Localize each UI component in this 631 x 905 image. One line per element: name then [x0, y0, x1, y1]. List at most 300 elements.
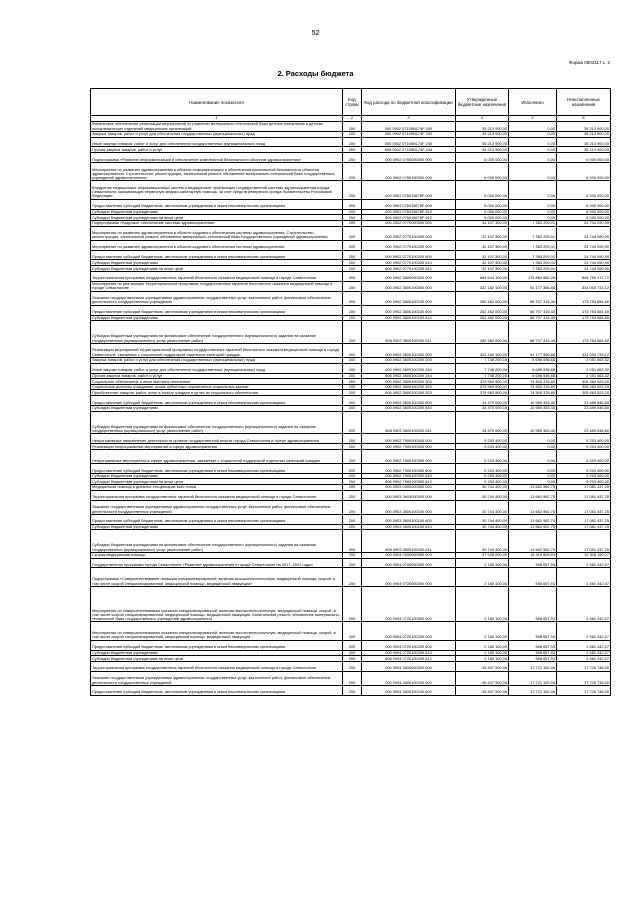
cell-unexecuted: 24 744 090,99 [557, 220, 611, 226]
cell-classification-code: 806 0904 0720100200 612 [362, 656, 456, 662]
cell-unexecuted: 6 000 000,00 [557, 181, 611, 199]
cell-approved: 35 447 900,00 [456, 661, 509, 671]
cell-classification-code: 000 0904 0720100200 000 [362, 622, 456, 640]
cell-approved: 34 470 000,00 [456, 405, 509, 411]
cell-row-code: 200 [343, 215, 362, 221]
cell-executed: 0,00 [509, 215, 557, 221]
cell-approved: 9 203 400,00 [456, 463, 509, 473]
cell-indicator-name: Непрограммные направления деятельности органов государственной власти города Севастополя в сфере здравоохранения [91, 434, 343, 444]
cell-classification-code: 806 0902 076015678F 612 [362, 215, 456, 221]
cell-classification-code: 000 0904 0720100000 000 [362, 586, 456, 621]
cell-classification-code: 000 0904 0720100200 610 [362, 650, 456, 656]
cell-row-code: 200 [343, 411, 362, 434]
cell-approved: 30 744 400,00 [456, 524, 509, 530]
cell-unexecuted: 305 463 523,20 [557, 379, 611, 385]
cell-row-code: 200 [343, 444, 362, 450]
table-row [91, 199, 611, 209]
cell-indicator-name: Мероприятия по развитию здравоохранения в области информатизации и обеспечения комплексной безопасности объектов здравоохранения. Строительство, реконструкция, капитальный ремонт, обновление материально-технической базы государственных учреждений здравоохранения [91, 162, 343, 180]
cell-unexecuted: 173 754 684,60 [557, 315, 611, 321]
cell-row-code: 200 [343, 305, 362, 315]
cell-row-code: 200 [343, 122, 362, 132]
cell-classification-code: 000 0902 076015678F 000 [362, 181, 456, 199]
table-row [91, 321, 611, 344]
table-row [91, 343, 611, 357]
cell-unexecuted: 305 463 523,20 [557, 390, 611, 396]
cell-row-code: 200 [343, 463, 362, 473]
cell-unexecuted: 1 581 442,07 [557, 568, 611, 586]
cell-unexecuted: 1 581 442,07 [557, 558, 611, 568]
header-approved: Утвержденные бюджетные назначения [456, 89, 509, 116]
cell-indicator-name: Субсидии бюджетным учреждениям на финансовое обеспечение государственного (муниципального) задания на оказание государственных (муниципальных) услуг (выполнение работ) [91, 321, 343, 344]
cell-approved: 9 203 400,00 [456, 449, 509, 463]
cell-executed: 0,00 [509, 131, 557, 137]
cell-indicator-name: Предоставление субсидий бюджетным, автономным учреждениям и иным некоммерческим организациям [91, 685, 343, 695]
cell-unexecuted: 6 000 000,00 [557, 199, 611, 209]
table-row [91, 363, 611, 373]
cell-indicator-name: Подпрограмма «Развитие информатизации и обеспечение комплексной безопасности объектов здравоохранения» [91, 153, 343, 163]
cell-row-code: 200 [343, 490, 362, 500]
table-row [91, 640, 611, 650]
cell-executed: 7 363 209,01 [509, 260, 557, 266]
cell-classification-code: 806 0902 3600100200 611 [362, 411, 456, 434]
cell-classification-code: 000 0903 3600100100 610 [362, 524, 456, 530]
cell-row-code: 200 [343, 153, 362, 163]
cell-indicator-name: Оказание государственными учреждениями здравоохранения государственных услуг, выполнение работ, финансовое обеспечение деятельности государственных учреждений [91, 500, 343, 514]
cell-unexecuted: 35 213 900,00 [557, 137, 611, 147]
cell-executed: 0,00 [509, 181, 557, 199]
column-index: 1 [91, 116, 343, 122]
cell-indicator-name: Реализация непрограммных мероприятий в сфере здравоохранения [91, 444, 343, 450]
header-classification-code: Код расхода по бюджетной классификации [362, 89, 456, 116]
cell-executed: 598 657,93 [509, 568, 557, 586]
cell-executed: 74 500 376,80 [509, 390, 557, 396]
cell-indicator-name: Предоставление субсидий бюджетным, автономным учреждениям и иным некоммерческим организациям [91, 514, 343, 524]
cell-executed: 10 980 453,40 [509, 396, 557, 406]
cell-executed: 17 721 152,00 [509, 661, 557, 671]
table-row [91, 530, 611, 553]
cell-executed: 17 721 152,00 [509, 685, 557, 695]
cell-approved: 35 447 900,00 [456, 671, 509, 685]
cell-row-code: 200 [343, 586, 362, 621]
cell-classification-code: 000 0902 0770100200 610 [362, 260, 456, 266]
table-row [91, 568, 611, 586]
cell-executed: 0,00 [509, 122, 557, 132]
cell-row-code: 200 [343, 373, 362, 379]
cell-executed: 179 884 682,28 [509, 271, 557, 281]
table-row [91, 514, 611, 524]
cell-indicator-name: Мероприятия по развитию здравоохранения в области кадрового обеспечения системы здравоохранения. Строительство, реконструкция, капитальный ремонт, обновление материально-технической базы государственных учреждений здравоохранения [91, 226, 343, 240]
cell-executed: 13 662 962,75 [509, 500, 557, 514]
cell-indicator-name: Субсидии бюджетным учреждениям на иные цели [91, 266, 343, 272]
cell-indicator-name: Социальное обеспечение и иные выплаты населению [91, 379, 343, 385]
cell-classification-code: 000 0902 7900100300 610 [362, 473, 456, 479]
cell-row-code: 200 [343, 390, 362, 396]
cell-row-code: 200 [343, 473, 362, 479]
cell-executed: 598 657,93 [509, 656, 557, 662]
cell-classification-code: 000 0902 3600100200 300 [362, 379, 456, 385]
table-row [91, 685, 611, 695]
cell-approved: 2 180 100,00 [456, 640, 509, 650]
cell-executed: 88 707 315,40 [509, 305, 557, 315]
table-row [91, 266, 611, 272]
cell-executed: 0,00 [509, 199, 557, 209]
table-row [91, 586, 611, 621]
cell-executed: 0,00 [509, 434, 557, 444]
cell-unexecuted: 9 203 400,00 [557, 463, 611, 473]
cell-classification-code: 000 0902 7900100000 000 [362, 444, 456, 450]
cell-classification-code: 000 0902 0770100200 000 [362, 240, 456, 250]
cell-executed: 7 363 209,01 [509, 266, 557, 272]
cell-indicator-name: Предоставление субсидий бюджетным, автономным учреждениям и иным некоммерческим организациям [91, 250, 343, 260]
cell-indicator-name: Скорая медицинская помощь [91, 552, 343, 558]
cell-classification-code: 000 0903 3600100100 600 [362, 514, 456, 524]
table-row [91, 463, 611, 473]
cell-executed: 5 696 536,68 [509, 357, 557, 363]
cell-indicator-name: Социальные выплаты гражданам, кроме публичных нормативных социальных выплат [91, 384, 343, 390]
cell-unexecuted: 2 051 663,32 [557, 363, 611, 373]
cell-row-code: 200 [343, 514, 362, 524]
cell-executed: 0,00 [509, 209, 557, 215]
cell-executed: 0,00 [509, 473, 557, 479]
cell-classification-code: 000 0902 076015678F 610 [362, 209, 456, 215]
cell-row-code: 200 [343, 131, 362, 137]
cell-indicator-name: Внедрение медицинских информационных систем в медицинские организации государственной системы здравоохранения города Севастополя, оказывающую первичную медико-санитарную помощь, за счет средств резервного фонда Правительства Российской Федерации [91, 181, 343, 199]
cell-unexecuted: 24 744 090,99 [557, 266, 611, 272]
cell-classification-code: 000 0902 076015678F 600 [362, 199, 456, 209]
cell-approved: 422 182 100,00 [456, 343, 509, 357]
cell-row-code: 200 [343, 343, 362, 357]
cell-unexecuted: 1 581 442,07 [557, 650, 611, 656]
cell-row-code: 200 [343, 449, 362, 463]
cell-approved: 9 203 400,00 [456, 479, 509, 485]
cell-classification-code: 000 0902 0770100000 000 [362, 226, 456, 240]
cell-approved: 32 107 300,00 [456, 260, 509, 266]
cell-classification-code: 000 0904 3600100100 600 [362, 685, 456, 695]
cell-indicator-name: Субсидии бюджетным учреждениям [91, 260, 343, 266]
cell-executed: 0,00 [509, 153, 557, 163]
form-number: Форма 0503117 с. 2 [569, 60, 610, 65]
cell-approved: 35 447 900,00 [456, 685, 509, 695]
cell-executed: 598 657,93 [509, 622, 557, 640]
cell-unexecuted: 19 308 190,07 [557, 552, 611, 558]
cell-classification-code: 806 0902 3600100100 611 [362, 321, 456, 344]
cell-executed: 7 363 209,01 [509, 240, 557, 250]
cell-unexecuted: 173 754 684,60 [557, 321, 611, 344]
cell-approved: 37 628 000,00 [456, 552, 509, 558]
table-row [91, 500, 611, 514]
cell-classification-code: 000 0902 0760100000 000 [362, 162, 456, 180]
cell-approved: 684 644 100,00 [456, 271, 509, 281]
cell-executed: 74 500 376,80 [509, 379, 557, 385]
cell-approved: 2 180 100,00 [456, 650, 509, 656]
cell-classification-code: 000 0902 3600100100 600 [362, 305, 456, 315]
cell-row-code: 200 [343, 558, 362, 568]
cell-classification-code: 000 0902 3600100200 320 [362, 384, 456, 390]
cell-approved: 2 180 100,00 [456, 656, 509, 662]
cell-unexecuted: 35 213 900,00 [557, 131, 611, 137]
cell-row-code: 200 [343, 671, 362, 685]
cell-row-code: 200 [343, 530, 362, 553]
cell-classification-code: 000 0902 7900000000 000 [362, 434, 456, 444]
cell-approved: 262 462 000,00 [456, 305, 509, 315]
cell-unexecuted: 24 744 090,99 [557, 250, 611, 260]
cell-indicator-name: Территориальная программа государственных гарантий бесплатного оказания медицинской помощи в городе Севастополе [91, 271, 343, 281]
cell-approved: 379 963 900,00 [456, 379, 509, 385]
cell-classification-code: 000 0904 3600000000 000 [362, 661, 456, 671]
cell-indicator-name: Приобретение товаров, работ, услуг в пользу граждан в целях их социального обеспечения [91, 390, 343, 396]
cell-approved: 262 462 000,00 [456, 321, 509, 344]
cell-indicator-name: Территориальная программа государственных гарантий бесплатного оказания медицинской помощи в городе Севастополе [91, 490, 343, 500]
cell-unexecuted: 6 000 000,00 [557, 153, 611, 163]
cell-indicator-name: Субсидии бюджетным учреждениям на иные цели [91, 656, 343, 662]
cell-executed: 10 980 453,40 [509, 411, 557, 434]
cell-approved: 9 203 400,00 [456, 434, 509, 444]
cell-unexecuted: 504 759 417,72 [557, 271, 611, 281]
cell-approved: 9 203 400,00 [456, 444, 509, 450]
cell-indicator-name: Субсидии бюджетным учреждениям [91, 473, 343, 479]
cell-approved: 422 182 100,00 [456, 281, 509, 291]
cell-indicator-name: Субсидии бюджетным учреждениям на иные цели [91, 479, 343, 485]
cell-row-code: 200 [343, 685, 362, 695]
cell-indicator-name: Подпрограмма «Совершенствование оказания специализированной, включая высокотехнологичную, медицинской помощи, скорой, в том числе скорой специализированной, медицинской помощи, медицинской эвакуации» [91, 568, 343, 586]
cell-indicator-name: Прочая закупка товаров, работ и услуг [91, 373, 343, 379]
cell-indicator-name: Мероприятия по совершенствованию оказания специализированной, включая высокотехнологичную, медицинской помощи, скорой, в том числе скорой специализированной, медицинской помощи, медицинской эвакуации. Капитальный ремонт, обновление материально-технической базы государственных учреждений здравоохранения [91, 586, 343, 621]
cell-unexecuted: 23 489 546,60 [557, 396, 611, 406]
cell-classification-code: 000 0902 07105N174F 000 [362, 122, 456, 132]
cell-approved: 7 748 200,00 [456, 373, 509, 379]
cell-unexecuted: 23 489 546,60 [557, 405, 611, 411]
cell-classification-code: 000 0902 0770100200 600 [362, 250, 456, 260]
table-row [91, 153, 611, 163]
cell-classification-code: 000 0904 0720100200 600 [362, 640, 456, 650]
cell-classification-code: 000 0902 3600100100 610 [362, 315, 456, 321]
cell-unexecuted: 35 213 900,00 [557, 122, 611, 132]
cell-classification-code: 806 0902 0770100200 612 [362, 266, 456, 272]
cell-indicator-name: Оказание государственными учреждениями здравоохранения государственных услуг, выполнение работ, финансовое обеспечение деятельности государственных учреждений [91, 291, 343, 305]
cell-classification-code: 000 0902 3600100000 000 [362, 281, 456, 291]
cell-indicator-name: Субсидии бюджетным учреждениям на финансовое обеспечение государственного (муниципального) задания на оказание государственных (муниципальных) услуг (выполнение работ) [91, 411, 343, 434]
cell-classification-code: 000 0902 7900100300 600 [362, 463, 456, 473]
cell-approved: 32 107 300,00 [456, 220, 509, 226]
cell-indicator-name: Субсидии бюджетным учреждениям на иные цели [91, 215, 343, 221]
cell-unexecuted: 17 081 437,25 [557, 530, 611, 553]
cell-executed: 0,00 [509, 449, 557, 463]
cell-executed: 598 657,93 [509, 586, 557, 621]
table-row [91, 137, 611, 147]
cell-approved: 262 462 000,00 [456, 291, 509, 305]
cell-row-code: 200 [343, 281, 362, 291]
table-body [91, 122, 611, 696]
table-row [91, 162, 611, 180]
cell-row-code: 200 [343, 479, 362, 485]
cell-row-code: 200 [343, 271, 362, 281]
cell-row-code: 200 [343, 209, 362, 215]
cell-unexecuted: 6 000 000,00 [557, 209, 611, 215]
cell-classification-code: 806 0902 3600100200 244 [362, 373, 456, 379]
cell-classification-code: 000 0903 3600100100 000 [362, 500, 456, 514]
page-number: 52 [311, 30, 320, 37]
cell-unexecuted: 173 754 684,60 [557, 305, 611, 315]
cell-classification-code: 000 0902 3600100200 600 [362, 396, 456, 406]
cell-executed: 5 696 536,68 [509, 363, 557, 373]
cell-indicator-name: Субсидии бюджетным учреждениям [91, 524, 343, 530]
cell-approved: 9 203 400,00 [456, 473, 509, 479]
cell-approved: 35 213 900,00 [456, 122, 509, 132]
cell-row-code: 200 [343, 260, 362, 266]
cell-approved: 6 000 000,00 [456, 181, 509, 199]
cell-row-code: 200 [343, 363, 362, 373]
cell-executed: 598 657,93 [509, 650, 557, 656]
cell-row-code: 200 [343, 315, 362, 321]
cell-classification-code: 000 0902 3600100200 610 [362, 405, 456, 411]
cell-approved: 6 000 000,00 [456, 209, 509, 215]
cell-approved: 30 744 400,00 [456, 485, 509, 491]
cell-executed: 598 657,93 [509, 558, 557, 568]
cell-unexecuted: 2 051 663,32 [557, 357, 611, 363]
cell-executed: 74 500 376,80 [509, 384, 557, 390]
cell-unexecuted: 17 081 437,25 [557, 490, 611, 500]
cell-classification-code: 000 0904 3600100100 000 [362, 671, 456, 685]
cell-row-code: 200 [343, 181, 362, 199]
cell-executed: 91 177 366,88 [509, 281, 557, 291]
cell-indicator-name: Предоставление субсидий бюджетным, автономным учреждениям и иным некоммерческим организациям [91, 463, 343, 473]
cell-row-code: 200 [343, 524, 362, 530]
column-index: 4 [456, 116, 509, 122]
cell-executed: 0,00 [509, 479, 557, 485]
cell-unexecuted: 17 081 437,25 [557, 500, 611, 514]
cell-indicator-name: Прочая закупка товаров, работ и услуг [91, 147, 343, 153]
cell-unexecuted: 24 744 090,99 [557, 260, 611, 266]
cell-executed: 7 363 209,01 [509, 226, 557, 240]
cell-unexecuted: 17 726 748,00 [557, 685, 611, 695]
cell-indicator-name: Реализация мероприятий территориальной программы государственных гарантий бесплатного оказания медицинской помощи в городе Севастополе, связанных с социальной поддержкой отдельных категорий граждан [91, 343, 343, 357]
cell-indicator-name: Предоставление субсидий бюджетным, автономным учреждениям и иным некоммерческим организациям [91, 199, 343, 209]
table-row [91, 291, 611, 305]
cell-unexecuted: 17 081 437,25 [557, 524, 611, 530]
cell-executed: 18 319 809,93 [509, 552, 557, 558]
cell-indicator-name: Непрограммные мероприятия в сфере здравоохранения, связанные с социальной поддержкой отдельных категорий граждан [91, 449, 343, 463]
cell-unexecuted: 173 754 684,60 [557, 291, 611, 305]
cell-indicator-name: Иные закупки товаров, работ и услуг для обеспечения государственных (муниципальных) нужд [91, 363, 343, 373]
header-unexecuted: Неисполненные назначения [557, 89, 611, 116]
cell-unexecuted: 9 203 400,00 [557, 444, 611, 450]
cell-row-code: 200 [343, 291, 362, 305]
cell-row-code: 200 [343, 220, 362, 226]
cell-approved: 379 963 900,00 [456, 384, 509, 390]
table-row [91, 622, 611, 640]
cell-indicator-name: Субсидии бюджетным учреждениям [91, 650, 343, 656]
cell-unexecuted: 331 004 733,12 [557, 343, 611, 357]
table-row [91, 305, 611, 315]
cell-unexecuted: 2 051 663,32 [557, 373, 611, 379]
cell-row-code: 200 [343, 321, 362, 344]
cell-approved: 30 744 400,00 [456, 500, 509, 514]
cell-unexecuted: 1 581 442,07 [557, 640, 611, 650]
cell-indicator-name: Иные закупки товаров, работ и услуг для обеспечения государственных (муниципальных) нужд [91, 137, 343, 147]
cell-approved: 6 000 000,00 [456, 153, 509, 163]
cell-unexecuted: 9 203 400,00 [557, 449, 611, 463]
cell-executed: 10 980 453,40 [509, 405, 557, 411]
table-row [91, 271, 611, 281]
cell-approved: 7 748 200,00 [456, 357, 509, 363]
cell-approved: 32 107 300,00 [456, 266, 509, 272]
cell-row-code: 200 [343, 384, 362, 390]
table-header-row [91, 89, 611, 116]
cell-approved: 32 107 300,00 [456, 240, 509, 250]
cell-approved: 6 000 000,00 [456, 199, 509, 209]
table-row [91, 396, 611, 406]
cell-approved: 35 213 900,00 [456, 147, 509, 153]
cell-approved: 35 213 900,00 [456, 137, 509, 147]
cell-unexecuted: 9 203 400,00 [557, 479, 611, 485]
cell-indicator-name: Субсидии бюджетным учреждениям [91, 405, 343, 411]
table-row [91, 220, 611, 226]
cell-classification-code: 000 0904 0700000000 000 [362, 558, 456, 568]
table-row [91, 281, 611, 291]
cell-indicator-name: Предоставление субсидий бюджетным, автономным учреждениям и иным некоммерческим организациям [91, 640, 343, 650]
table-row [91, 390, 611, 396]
cell-executed: 0,00 [509, 147, 557, 153]
cell-executed: 0,00 [509, 463, 557, 473]
expenses-table [90, 88, 611, 696]
cell-indicator-name: Финансовое обеспечение реализации мероприятий по развитию материально-технической базы детских поликлиник и детских поликлинических отделений медицинских организаций [91, 122, 343, 132]
cell-unexecuted: 1 581 442,07 [557, 656, 611, 662]
cell-indicator-name: Государственная программа города Севастополя «Развитие здравоохранения в городе Севастополе на 2017–2022 годы» [91, 558, 343, 568]
cell-classification-code: 806 0902 7900100300 612 [362, 479, 456, 485]
cell-indicator-name: Закупка товаров, работ и услуг для обеспечения государственных (муниципальных) нужд [91, 357, 343, 363]
cell-row-code: 200 [343, 640, 362, 650]
column-index: 3 [362, 116, 456, 122]
cell-unexecuted: 17 726 748,00 [557, 671, 611, 685]
cell-indicator-name: Субсидии бюджетным учреждениям на финансовое обеспечение государственного (муниципального) задания на оказание государственных (муниципальных) услуг (выполнение работ) [91, 530, 343, 553]
cell-executed: 0,00 [509, 444, 557, 450]
cell-indicator-name: Территориальная программа государственных гарантий бесплатного оказания медицинской помощи в городе Севастополе [91, 661, 343, 671]
cell-indicator-name: Подпрограмма «Кадровое обеспечение системы здравоохранения» [91, 220, 343, 226]
cell-executed: 88 707 315,40 [509, 315, 557, 321]
cell-classification-code: 000 0902 07105N174F 240 [362, 137, 456, 147]
table-row [91, 485, 611, 491]
cell-row-code: 200 [343, 226, 362, 240]
cell-row-code: 200 [343, 250, 362, 260]
cell-indicator-name: Предоставление субсидий бюджетным, автономным учреждениям и иным некоммерческим организациям [91, 305, 343, 315]
cell-unexecuted: 24 744 090,99 [557, 240, 611, 250]
column-index: 2 [343, 116, 362, 122]
cell-indicator-name: Медицинская помощь в дневных стационарах всех типов [91, 485, 343, 491]
cell-unexecuted: 17 081 437,25 [557, 485, 611, 491]
table-row [91, 226, 611, 240]
cell-indicator-name: Субсидии бюджетным учреждениям [91, 209, 343, 215]
cell-approved: 379 963 900,00 [456, 390, 509, 396]
table-row [91, 558, 611, 568]
cell-indicator-name: Предоставление субсидий бюджетным, автономным учреждениям и иным некоммерческим организациям [91, 396, 343, 406]
cell-row-code: 200 [343, 568, 362, 586]
table-row [91, 661, 611, 671]
cell-unexecuted: 35 213 900,00 [557, 147, 611, 153]
cell-unexecuted: 1 581 442,07 [557, 622, 611, 640]
cell-approved: 32 107 300,00 [456, 226, 509, 240]
cell-row-code: 200 [343, 137, 362, 147]
table-row [91, 490, 611, 500]
cell-classification-code: 000 0902 3600000000 000 [362, 271, 456, 281]
cell-approved: 2 180 100,00 [456, 558, 509, 568]
cell-approved: 34 470 000,00 [456, 396, 509, 406]
cell-classification-code: 000 0902 3600100200 000 [362, 343, 456, 357]
cell-executed: 13 662 962,75 [509, 514, 557, 524]
cell-classification-code: 000 0904 0720000000 000 [362, 568, 456, 586]
table-row [91, 379, 611, 385]
cell-approved: 262 462 000,00 [456, 315, 509, 321]
cell-approved: 2 180 100,00 [456, 586, 509, 621]
